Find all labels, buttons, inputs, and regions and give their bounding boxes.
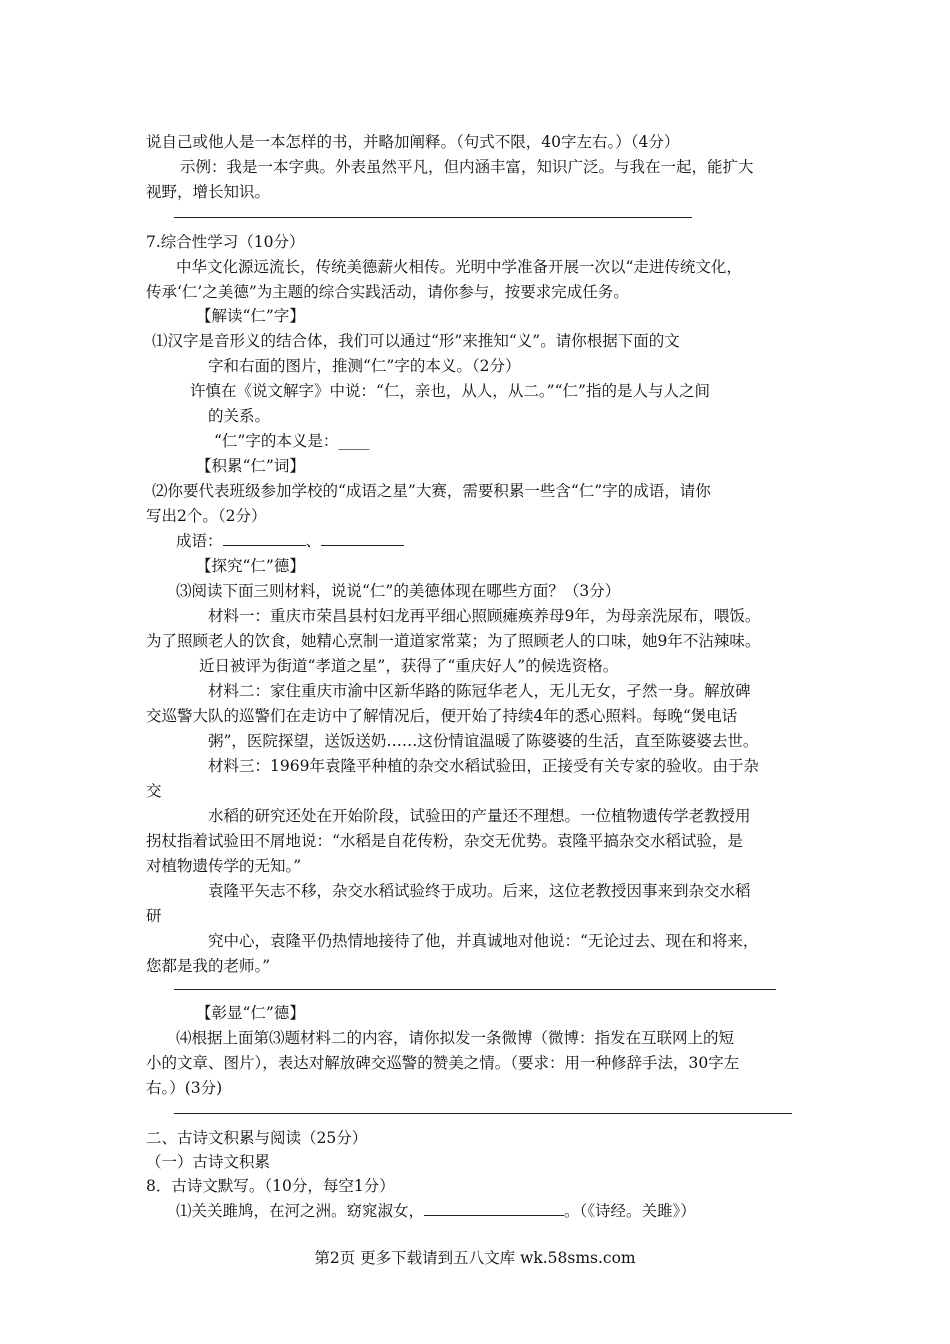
answer-blank[interactable] (223, 531, 306, 546)
idiom-label: 成语： (176, 532, 223, 550)
answer-line (174, 989, 776, 990)
text-line: 右。）(3分) (146, 1079, 223, 1097)
text-line: 对植物遗传学的无知。” (146, 857, 302, 875)
text-line: 究中心，袁隆平仍热情地接待了他，并真诚地对他说：“无论过去、现在和将来， (208, 932, 759, 950)
text-line: 粥”，医院探望，送饭送奶……这份情谊温暖了陈婆婆的生活，直至陈婆婆去世。 (208, 732, 759, 750)
text-line: 您都是我的老师。” (146, 957, 271, 975)
text-line: 研 (146, 907, 162, 925)
text-line: 水稻的研究还处在开始阶段，试验田的产量还不理想。一位植物遗传学老教授用 (208, 807, 751, 825)
page-footer: 第2页 更多下载请到五八文库 wk.58sms.com (314, 1249, 636, 1267)
text-line: 视野，增长知识。 (146, 183, 271, 201)
text-line: 近日被评为街道“孝道之星”，获得了“重庆好人”的候选资格。 (199, 657, 619, 675)
text-line: 交 (146, 782, 162, 800)
text-line: 交巡警大队的巡警们在走访中了解情况后，便开始了持续4年的悉心照料。每晚“煲电话 (146, 707, 738, 725)
text-line: 小的文章、图片），表达对解放碑交巡警的赞美之情。（要求：用一种修辞手法，30字左 (146, 1054, 740, 1072)
text-line: 说自己或他人是一本怎样的书，并略加阐释。（句式不限，40字左右。）（4分） (146, 133, 680, 151)
text-line: ⑴汉字是音形义的结合体，我们可以通过“形”来推知“义”。请你根据下面的文 (152, 332, 680, 350)
poem-text: ⑴关关雎鸠，在河之洲。窈窕淑女， (176, 1202, 425, 1220)
text-line: ⑶阅读下面三则材料，说说“仁”的美德体现在哪些方面？（3分） (176, 582, 621, 600)
subheading: 【积累“仁”词】 (196, 457, 305, 475)
section-heading: 7.综合性学习（10分） (146, 233, 305, 251)
text-line: 袁隆平矢志不移，杂交水稻试验终于成功。后来，这位老教授因事来到杂交水稻 (208, 882, 751, 900)
text-line: 材料三：1969年袁隆平种植的杂交水稻试验田，正接受有关专家的验收。由于杂 (208, 757, 759, 775)
text-line: 的关系。 (208, 407, 271, 425)
idiom-answer-line (176, 531, 404, 551)
text-line: 传承‘仁’之美德”为主题的综合实践活动，请你参与，按要求完成任务。 (146, 283, 629, 301)
text-line: 中华文化源远流长，传统美德薪火相传。光明中学准备开展一次以“走进传统文化， (176, 258, 742, 276)
separator: 、 (305, 532, 322, 550)
question-heading: 8．古诗文默写。（10分，每空1分） (146, 1177, 395, 1195)
text-line: 拐杖指着试验田不屑地说：“水稻是自花传粉，杂交无优势。袁隆平搞杂交水稻试验，是 (146, 832, 743, 850)
text-line: 为了照顾老人的饮食，她精心烹制一道道家常菜；为了照顾老人的口味，她9年不沾辣味。 (146, 632, 761, 650)
text-line: 材料二：家住重庆市渝中区新华路的陈冠华老人，无儿无女，孑然一身。解放碑 (208, 682, 751, 700)
text-line: 示例：我是一本字典。外表虽然平凡，但内涵丰富，知识广泛。与我在一起，能扩大 (180, 158, 754, 176)
text-line: ⑵你要代表班级参加学校的“成语之星”大赛，需要积累一些含“仁”字的成语，请你 (152, 482, 711, 500)
answer-blank[interactable] (321, 531, 404, 546)
text-line: 许慎在《说文解字》中说：“仁，亲也，从人，从二。”“仁”指的是人与人之间 (190, 382, 710, 400)
subheading: 【探究“仁”德】 (196, 557, 305, 575)
poem-source: 。（《诗经。关雎》） (564, 1202, 696, 1220)
subheading: 【解读“仁”字】 (196, 307, 305, 325)
answer-blank[interactable] (424, 1201, 564, 1216)
section-heading: 二、古诗文积累与阅读（25分） (146, 1129, 368, 1147)
text-line: 字和右面的图片，推测“仁”字的本义。（2分） (208, 357, 521, 375)
answer-line (174, 1113, 792, 1114)
text-line: “仁”字的本义是：____ (214, 432, 370, 450)
text-line: 材料一：重庆市荣昌县村妇龙再平细心照顾瘫痪养母9年，为母亲洗尿布，喂饭。 (208, 607, 761, 625)
subsection-heading: （一）古诗文积累 (146, 1153, 271, 1171)
subheading: 【彰显“仁”德】 (196, 1004, 305, 1022)
answer-line (174, 217, 692, 218)
text-line: ⑷根据上面第⑶题材料二的内容，请你拟发一条微博（微博：指发在互联网上的短 (176, 1029, 735, 1047)
text-line: 写出2个。（2分） (146, 507, 267, 525)
poem-fill-line (176, 1201, 696, 1221)
